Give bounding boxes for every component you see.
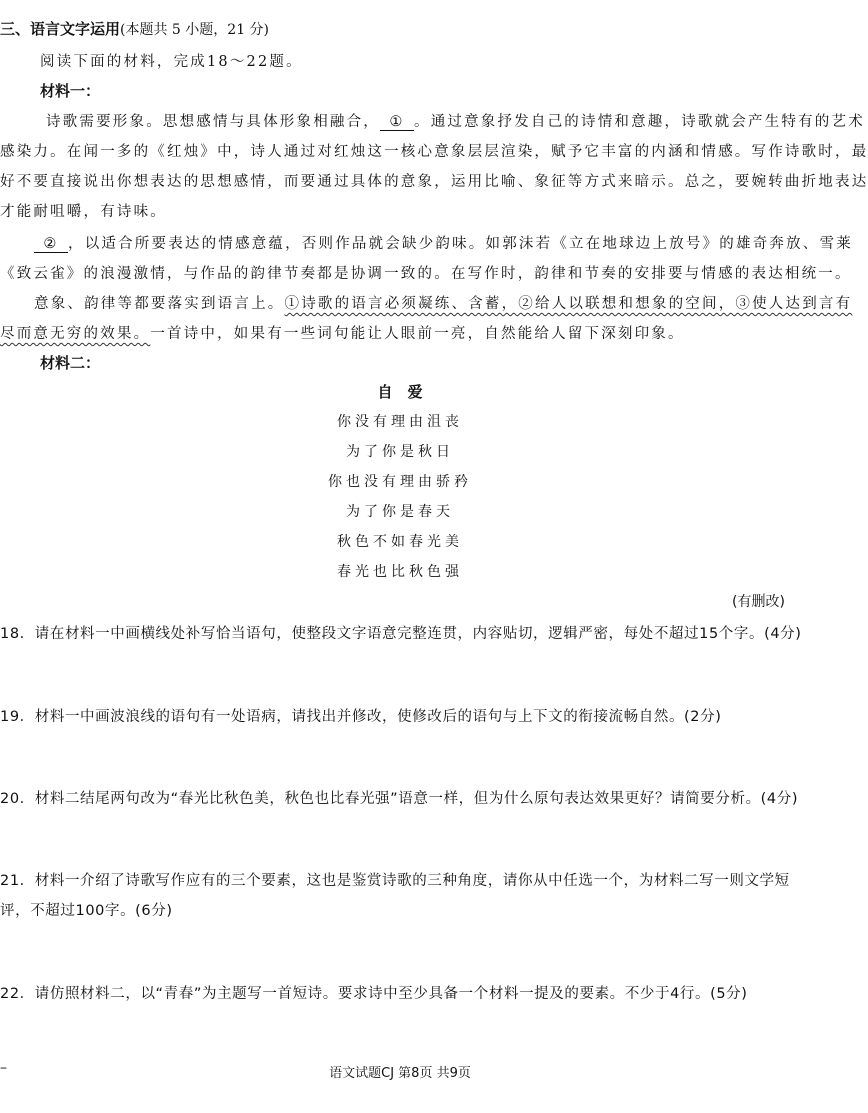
question-18: 18．请在材料一中画横线处补写恰当语句，使整段文字语意完整连贯，内容贴切，逻辑严密，每处不超过15个字。(4分) [0, 626, 802, 642]
revision-note: (有删改) [732, 594, 785, 610]
poem-title: 自 爱 [377, 383, 423, 401]
instruction-text: 阅读下面的材料，完成18～22题。 [40, 54, 303, 70]
poem-line: 你没有理由沮丧 [337, 414, 463, 430]
poem-line: 春光也比秋色强 [337, 564, 463, 580]
material1-p1-line4: 才能耐咀嚼，有诗味。 [0, 204, 167, 220]
poem-line: 秋色不如春光美 [337, 534, 463, 550]
question-21: 21．材料一介绍了诗歌写作应有的三个要素，这也是鉴赏诗歌的三种角度，请你从中任选一个，为材料二写一则文学短 [0, 873, 790, 889]
poem-line: 你也没有理由骄矜 [328, 474, 472, 490]
section-title: 三、语言文字运用 [0, 20, 121, 38]
material1-p1-line2: 感染力。在闻一多的《红烛》中，诗人通过对红烛这一核心意象层层渲染，赋予它丰富的内涵和情感。写作诗歌时，最 [0, 144, 868, 160]
section-score-note: (本题共 5 小题，21 分) [120, 22, 270, 38]
poem-line: 为了你是秋日 [346, 444, 454, 460]
question-20: 20．材料二结尾两句改为“春光比秋色美，秋色也比春光强”语意一样，但为什么原句表达效果更好？请简要分析。(4分) [0, 791, 799, 807]
page-number: 语文试题CJ 第8页 共9页 [329, 1066, 471, 1081]
question-22: 22．请仿照材料二，以“青春”为主题写一首短诗。要求诗中至少具备一个材料一提及的要素。不少于4行。(5分) [0, 986, 748, 1002]
material1-p1-line3: 好不要直接说出你想表达的思想感情，而要通过具体的意象，运用比喻、象征等方式来暗示。总之，要婉转曲折地表达 [0, 174, 868, 190]
wavy-underlined-sentence: ①诗歌的语言必须凝练、含蓄，②给人以联想和想象的空间，③使人达到言有 [284, 296, 853, 312]
question-19: 19．材料一中画波浪线的语句有一处语病，请找出并修改，使修改后的语句与上下文的衔接流畅自然。(2分) [0, 709, 722, 725]
wavy-underlined-sentence-end: 尽而意无穷的效果。 [0, 326, 151, 342]
footer-dash: – [0, 1060, 7, 1076]
material1-p2-line2: 《致云雀》的浪漫激情，与作品的韵律节奏都是协调一致的。在写作时，韵律和节奏的安排要与情感的表达相统一。 [0, 266, 852, 282]
blank-1[interactable]: ① [380, 114, 414, 131]
material1-p1-line1: 诗歌需要形象。思想感情与具体形象相融合， ① 。通过意象抒发自己的诗情和意趣，诗歌就会产生特有的艺术 [46, 114, 865, 130]
material1-label: 材料一： [40, 82, 101, 100]
blank-2[interactable]: ② [34, 236, 68, 253]
material1-p2-line1: ② ，以适合所要表达的情感意蕴，否则作品就会缺少韵味。如郭沫若《立在地球边上放号》的雄奇奔放、雪莱 [34, 232, 853, 253]
material2-label: 材料二： [40, 354, 101, 372]
section-heading [0, 18, 269, 39]
material1-p3-line2: 尽而意无穷的效果。一首诗中，如果有一些词句能让人眼前一亮，自然能给人留下深刻印象。 [0, 326, 685, 342]
question-21-cont: 评，不超过100字。(6分) [0, 903, 173, 919]
material1-p3-line1: 意象、韵律等都要落实到语言上。①诗歌的语言必须凝练、含蓄，②给人以联想和想象的空间，③使人达到言有 [34, 296, 853, 312]
poem-line: 为了你是春天 [346, 504, 454, 520]
